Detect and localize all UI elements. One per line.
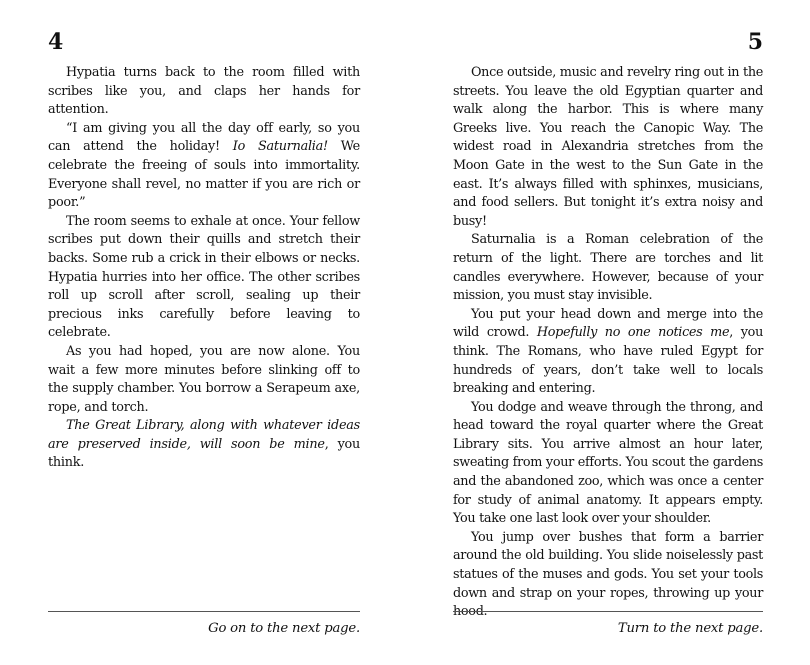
text-run: , you think. (48, 436, 360, 471)
paragraph (453, 529, 763, 622)
page-number: 5 (747, 29, 763, 55)
paragraph (453, 399, 763, 529)
page-footer: Go on to the next page. (208, 621, 360, 636)
text-run: As you had hoped, you are now alone. You wait a few more minutes before slinking off to the supply chamber. You borrow a Serapeum axe, rope, and torch. (48, 343, 360, 415)
footer-rule (48, 611, 360, 612)
italic-text: Hopefully no one notices me (536, 325, 730, 341)
text-run: You jump over bushes that form a barrier around the old building. You slide noiselessly past statues of the muses and gods. You set your tools down and strap on your ropes, throwing up your hood. (453, 529, 763, 620)
paragraph (48, 64, 360, 120)
italic-text: The Great Library, along with whatever ideas are preserved inside, will soon be mine (48, 418, 360, 452)
paragraph (48, 120, 360, 213)
page-number: 4 (48, 29, 64, 55)
paragraph (48, 417, 360, 473)
text-run: You put your head down and merge into the wild crowd. (453, 306, 763, 341)
right-page (453, 0, 763, 665)
text-run: The room seems to exhale at once. Your fellow scribes put down their quills and stretch their backs. Some rub a crick in their elbows or necks. Hypatia hurries into her office. The other scribes roll up scroll after scroll, sealing up their precious inks carefully before leaving to celebrate. (48, 213, 360, 341)
page-body (453, 64, 763, 622)
paragraph (48, 343, 360, 417)
text-run: Hypatia turns back to the room filled with scribes like you, and claps her hands for attention. (48, 65, 360, 118)
text-run: “I am giving you all the day off early, so you can attend the holiday! (48, 120, 360, 155)
paragraph (453, 64, 763, 231)
text-run: We celebrate the freeing of souls into immortality. Everyone shall revel, no matter if you are rich or poor.” (48, 139, 360, 211)
text-run: You dodge and weave through the throng, and head toward the royal quarter where the Great Library sits. You arrive almost an hour later, sweating from your efforts. You scout the gardens and the abandoned zoo, which was once a center for study of animal anatomy. It appears empty. You take one last look over your shoulder. (453, 399, 763, 527)
text-run: Saturnalia is a Roman celebration of the return of the light. There are torches and lit candles everywhere. However, because of your mission, you must stay invisible. (453, 232, 763, 304)
text-run: , you think. The Romans, who have ruled Egypt for hundreds of years, don’t take well to locals breaking and entering. (453, 325, 763, 397)
footer-rule (453, 611, 763, 612)
page-footer: Turn to the next page. (617, 621, 763, 636)
paragraph (453, 306, 763, 399)
page-body (48, 64, 360, 473)
paragraph (453, 231, 763, 305)
text-run: Once outside, music and revelry ring out in the streets. You leave the old Egyptian quarter and walk along the harbor. This is where many Greeks live. You reach the Canopic Way. The widest road in Alexandria stretches from the Moon Gate in the west to the Sun Gate in the east. It’s always filled with sphinxes, musicians, and food sellers. But tonight it’s extra noisy and busy! (453, 65, 763, 229)
italic-text: Io Saturnalia! (232, 139, 328, 155)
left-page (48, 0, 360, 665)
paragraph (48, 213, 360, 343)
